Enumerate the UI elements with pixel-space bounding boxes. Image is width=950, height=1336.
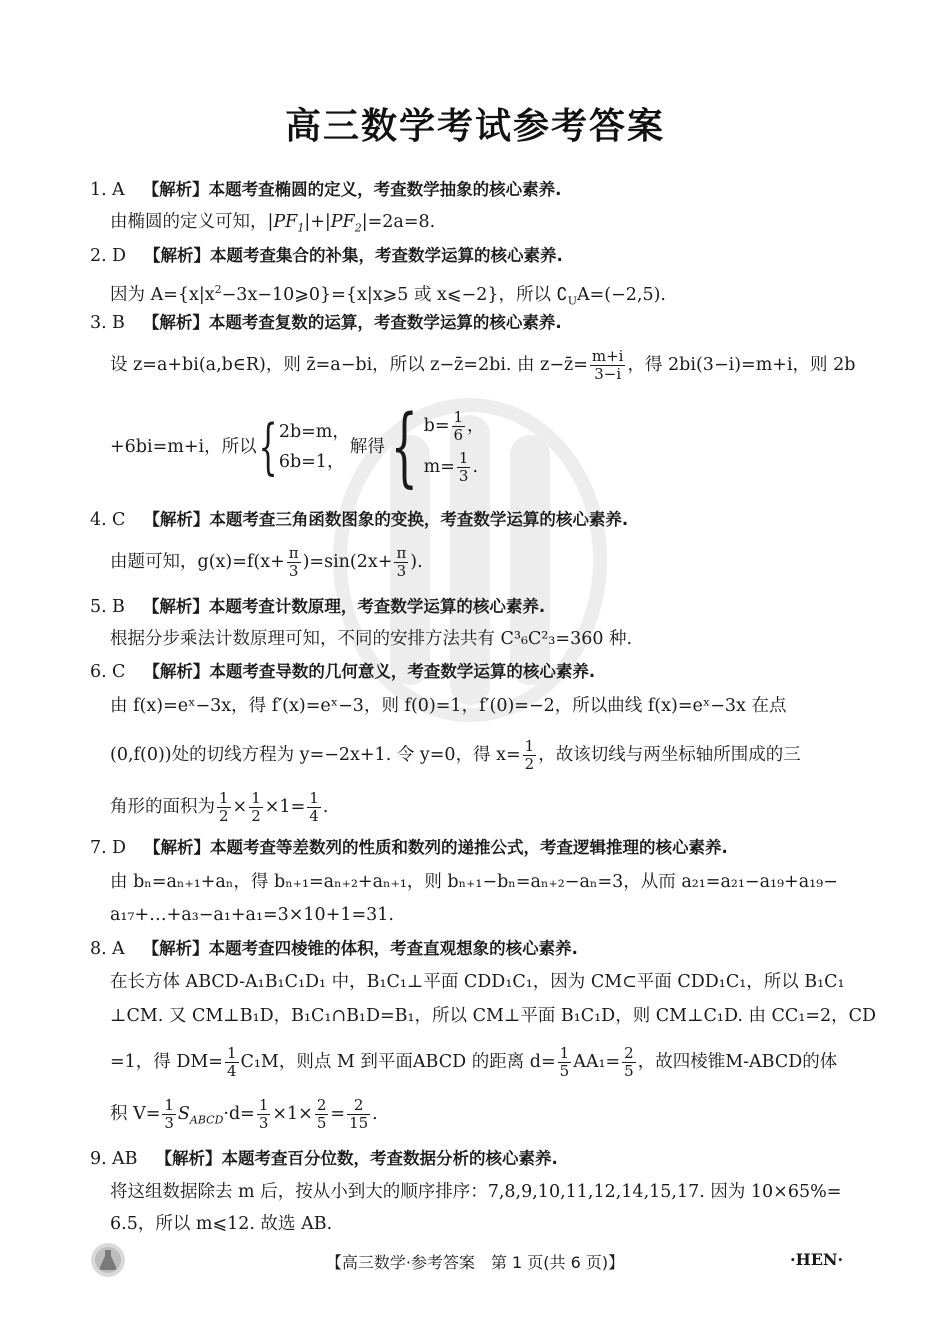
q3-line-1 xyxy=(110,348,862,383)
q6-tag: 【解析】 xyxy=(143,662,210,681)
frac-denominator: 3 xyxy=(164,1114,174,1132)
frac-numerator: 2 xyxy=(316,1096,327,1114)
q8-line-1: 在长方体 ABCD-A₁B₁C₁D₁ 中，B₁C₁⊥平面 CDD₁C₁，因为 CM⊂平面 CDD₁C₁，所以 B₁C₁ xyxy=(110,972,845,992)
q3-frac-numerator: m+i xyxy=(591,347,624,365)
q9-line-2: 6.5，所以 m⩽12. 故选 AB. xyxy=(110,1214,333,1234)
q5-answer: B xyxy=(112,597,125,617)
q3-system-2 xyxy=(424,409,485,485)
q1-tag: 【解析】 xyxy=(142,180,209,199)
q9-tag: 【解析】 xyxy=(155,1149,222,1168)
q4-answer: C xyxy=(112,510,126,530)
q5-number: 5. xyxy=(90,597,107,617)
frac-numerator: 1 xyxy=(219,789,229,807)
q8-number: 8. xyxy=(90,939,107,959)
frac-numerator: 1 xyxy=(251,789,261,807)
q3-system2-row2 xyxy=(424,450,485,485)
q9-line-1: 将这组数据除去 m 后，按从小到大的顺序排序：7,8,9,10,11,12,14,15,17. 因为 10×65%= xyxy=(110,1182,842,1202)
q6-line-1: 由 f(x)=eˣ−3x，得 f′(x)=eˣ−3，则 f(0)=1，f′(0)=−2，所以曲线 f(x)=eˣ−3x 在点 xyxy=(110,696,787,716)
q6-description: 本题考查导数的几何意义，考查数学运算的核心素养. xyxy=(209,662,596,681)
frac-numerator: 1 xyxy=(458,449,469,467)
page-footer: 【高三数学·参考答案 第 1 页(共 6 页)】 xyxy=(325,1253,625,1272)
q3-answer: B xyxy=(112,313,125,333)
q7-header xyxy=(90,836,842,860)
q9-number: 9. xyxy=(90,1149,107,1169)
q4-header xyxy=(90,508,842,532)
q6-frac-3 xyxy=(307,790,321,825)
q2-tag: 【解析】 xyxy=(144,246,211,265)
frac-denominator: 5 xyxy=(316,1114,327,1132)
frac-numerator: π xyxy=(396,544,407,562)
q8-line-4 xyxy=(110,1097,862,1133)
frac-denominator: 15 xyxy=(349,1114,369,1132)
q4-frac-2 xyxy=(394,545,408,580)
q6-line2-a: (0,f(0))处的切线方程为 y=−2x+1. 令 y=0，得 x= xyxy=(110,745,521,765)
q4-solution-b: )=sin(2x+ xyxy=(302,552,393,572)
q5-header xyxy=(90,595,842,619)
q1-solution: 由椭圆的定义可知，$|PF_1|+|PF_2|=2a=8$. xyxy=(110,212,436,235)
q7-line-2: a₁₇+…+a₃−a₁+a₁=3×10+1=31. xyxy=(110,905,394,925)
q8-area-symbol: S xyxy=(177,1104,190,1124)
q8-frac-5 xyxy=(257,1097,271,1132)
q3-header xyxy=(90,311,842,335)
q1-number: 1. xyxy=(90,180,107,200)
q6-times: × xyxy=(232,797,248,817)
frac-denominator: 6 xyxy=(453,426,464,444)
q8-answer: A xyxy=(112,939,125,959)
q8-line3-c: AA₁= xyxy=(573,1052,621,1072)
page-title: 高三数学考试参考答案 xyxy=(284,106,665,147)
q2-header xyxy=(90,244,842,268)
q7-description: 本题考查等差数列的性质和数列的递推公式，考查逻辑推理的核心素养. xyxy=(210,838,728,857)
q2-solution-a: 因为 A={x|x xyxy=(110,284,215,305)
frac-numerator: 1 xyxy=(226,1044,237,1062)
frac-denominator: 2 xyxy=(524,755,535,773)
q3-frac-denominator: 3−i xyxy=(594,365,622,383)
q8-line4-f: . xyxy=(372,1104,378,1124)
q6-line3-a: 角形的面积为 xyxy=(110,797,215,817)
q3-line2-b: 解得 xyxy=(349,437,385,457)
frac-numerator: 1 xyxy=(524,737,535,755)
q8-line3-a: =1，得 DM= xyxy=(110,1052,223,1072)
q5-tag: 【解析】 xyxy=(142,597,209,616)
q4-solution-a: 由题可知，g(x)=f(x+ xyxy=(110,552,285,572)
frac-denominator: 3 xyxy=(288,562,299,580)
frac-denominator: 5 xyxy=(559,1062,570,1080)
q4-description: 本题考查三角函数图象的变换，考查数学运算的核心素养. xyxy=(209,510,629,529)
frac-denominator: 2 xyxy=(251,807,261,825)
q3-line1-a: 设 z=a+bi(a,b∈R)，则 z̄=a−bi，所以 z−z̄=2bi. 由 z−z̄= xyxy=(110,355,588,375)
q1-solution-tail: =2a=8. xyxy=(367,212,436,232)
q6-answer: C xyxy=(112,662,126,682)
frac-numerator: 1 xyxy=(453,408,464,426)
q3-sys2-frac1 xyxy=(452,409,466,444)
q8-line4-d: ×1× xyxy=(272,1104,313,1124)
q4-tag: 【解析】 xyxy=(143,510,210,529)
q6-frac xyxy=(523,738,537,773)
frac-numerator: 2 xyxy=(624,1044,634,1062)
q2-answer: D xyxy=(112,246,127,266)
q9-answer: AB xyxy=(112,1149,138,1169)
q8-description: 本题考查四棱锥的体积，考查直观想象的核心素养. xyxy=(208,939,578,958)
q3-tag: 【解析】 xyxy=(142,313,209,332)
q3-sys2-r1-a: b= xyxy=(423,416,450,436)
frac-numerator: 1 xyxy=(164,1096,174,1114)
q6-line-2 xyxy=(110,738,862,773)
q4-frac-1 xyxy=(287,545,301,580)
frac-denominator: 2 xyxy=(219,807,229,825)
q8-frac-4 xyxy=(162,1097,176,1132)
q3-system2-row1 xyxy=(424,409,485,444)
q3-description: 本题考查复数的运算，考查数学运算的核心素养. xyxy=(208,313,562,332)
q8-frac-2 xyxy=(558,1045,572,1080)
q5-description: 本题考查计数原理，考查数学运算的核心素养. xyxy=(208,597,546,616)
q8-line3-b: C₁M，则点 M 到平面ABCD 的距离 d= xyxy=(240,1052,556,1072)
frac-numerator: 1 xyxy=(309,789,319,807)
q8-line-3 xyxy=(110,1045,862,1080)
q3-line-2 xyxy=(110,397,862,497)
frac-denominator: 3 xyxy=(396,562,407,580)
q8-frac-1 xyxy=(225,1045,239,1080)
q8-header xyxy=(90,937,842,961)
q2-number: 2. xyxy=(90,246,107,266)
frac-numerator: 1 xyxy=(559,1044,570,1062)
frac-denominator: 4 xyxy=(226,1062,237,1080)
q6-frac-1 xyxy=(217,790,231,825)
q2-solution: 因为 $A=\{x|x^2-3x-10⩾0\}=\{x|x⩾5$ 或 x⩽−2}，所以 $∁_UA=(-2,5)$. xyxy=(110,283,666,308)
q1-header xyxy=(90,178,842,202)
q5-solution: 根据分步乘法计数原理可知，不同的安排方法共有 C³₆C²₃=360 种. xyxy=(110,629,633,649)
frac-denominator: 3 xyxy=(258,1114,269,1132)
q8-line4-c: ·d= xyxy=(223,1104,255,1124)
left-brace-icon: { xyxy=(390,397,418,497)
q3-line1-b: ，得 2bi(3−i)=m+i，则 2b xyxy=(627,355,856,375)
q6-line3-b: ×1= xyxy=(264,797,306,817)
frac-denominator: 3 xyxy=(458,467,469,485)
q4-number: 4. xyxy=(90,510,107,530)
q2-description: 本题考查集合的补集，考查数学运算的核心素养. xyxy=(210,246,563,265)
frac-numerator: 2 xyxy=(347,1097,370,1115)
frac-denominator: 5 xyxy=(624,1062,634,1080)
q2-solution-b: −3x−10⩾0}={x|x⩾5 或 x⩽−2}，所以 ∁ xyxy=(221,284,568,305)
q3-sys2-r1-b: ， xyxy=(467,416,485,436)
q6-line2-b: ，故该切线与两坐标轴所围成的三 xyxy=(538,745,801,765)
q1-answer: A xyxy=(112,180,125,200)
q3-system-1 xyxy=(279,417,350,477)
q6-header xyxy=(90,660,842,684)
q8-frac-6 xyxy=(315,1097,329,1132)
q3-sys2-r2-a: m= xyxy=(423,457,455,477)
q8-frac-3 xyxy=(622,1045,636,1080)
left-brace-icon: { xyxy=(258,412,278,482)
q4-solution-c: ). xyxy=(410,552,423,572)
q2-solution-c: A=(−2,5). xyxy=(576,284,666,305)
frac-numerator: 1 xyxy=(258,1096,269,1114)
q3-line2-a: +6bi=m+i，所以 xyxy=(110,437,257,457)
q3-system1-row1: 2b=m， xyxy=(278,422,350,442)
q3-sys2-r2-b: . xyxy=(472,457,479,477)
q3-sys2-frac2 xyxy=(457,450,471,485)
q7-answer: D xyxy=(112,838,127,858)
q9-description: 本题考查百分位数，考查数据分析的核心素养. xyxy=(221,1149,558,1168)
q7-tag: 【解析】 xyxy=(144,838,211,857)
q8-tag: 【解析】 xyxy=(142,939,209,958)
q6-number: 6. xyxy=(90,662,107,682)
q3-number: 3. xyxy=(90,313,107,333)
q7-line-1: 由 bₙ=aₙ₊₁+aₙ，得 bₙ₊₁=aₙ₊₂+aₙ₊₁，则 bₙ₊₁−bₙ=aₙ₊₂−aₙ=3，从而 a₂₁=a₂₁−a₁₉+a₁₉− xyxy=(110,872,838,892)
q7-number: 7. xyxy=(90,838,107,858)
q8-area-subscript: ABCD xyxy=(189,1113,224,1127)
q6-line3-c: . xyxy=(322,797,329,817)
q8-line-2: ⊥CM. 又 CM⊥B₁D，B₁C₁∩B₁D=B₁，所以 CM⊥平面 B₁C₁D，则 CM⊥C₁D. 由 CC₁=2，CD xyxy=(110,1006,877,1026)
q6-frac-2 xyxy=(249,790,263,825)
q3-fraction xyxy=(590,348,626,383)
q8-line4-a: 积 V= xyxy=(110,1104,161,1124)
footer-code: ·HEN· xyxy=(790,1250,844,1269)
q8-line4-e: = xyxy=(330,1104,346,1124)
q8-line3-d: ，故四棱锥M-ABCD的体 xyxy=(637,1052,838,1072)
q3-system1-row2: 6b=1， xyxy=(278,452,345,472)
q6-line-3 xyxy=(110,790,862,825)
frac-denominator: 4 xyxy=(309,807,319,825)
frac-numerator: π xyxy=(288,544,299,562)
q1-description: 本题考查椭圆的定义，考查数学抽象的核心素养. xyxy=(208,180,562,199)
q1-solution-text: 由椭圆的定义可知， xyxy=(110,212,268,232)
q8-frac-7 xyxy=(347,1097,370,1132)
q9-header xyxy=(90,1147,842,1171)
q4-solution xyxy=(110,545,862,580)
